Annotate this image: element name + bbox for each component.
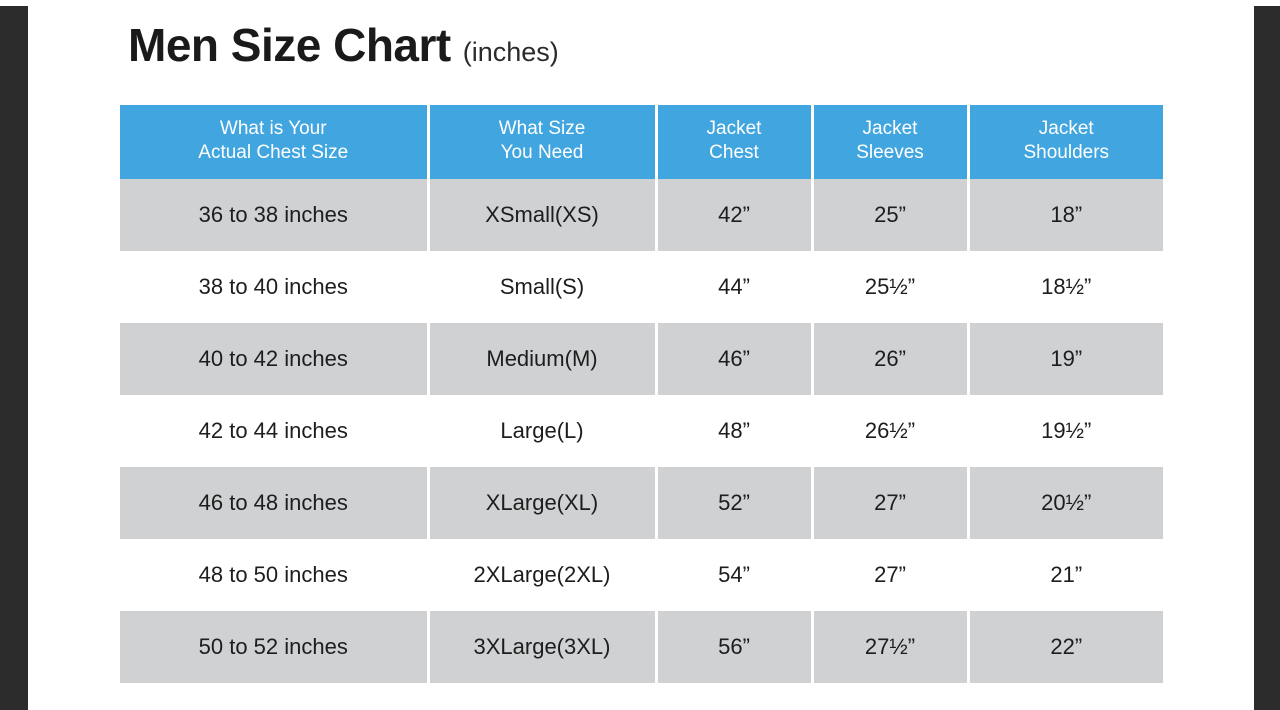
cell-jacket-chest: 44”	[656, 251, 812, 323]
cell-jacket-shoulders: 19”	[968, 323, 1163, 395]
column-header-line1: Jacket	[1038, 118, 1094, 139]
column-header-line2: Actual Chest Size	[198, 141, 349, 163]
table-header	[120, 105, 1163, 179]
column-header-line1: Jacket	[862, 118, 918, 139]
cell-actual-chest: 48 to 50 inches	[120, 539, 428, 611]
cell-jacket-sleeves: 27”	[812, 467, 968, 539]
table-row	[120, 539, 1163, 611]
cell-jacket-chest: 56”	[656, 611, 812, 683]
page-title	[128, 19, 559, 71]
column-header-line2: Chest	[709, 141, 759, 163]
column-header-jacket-chest	[656, 105, 812, 179]
cell-actual-chest: 40 to 42 inches	[120, 323, 428, 395]
cell-jacket-sleeves: 26”	[812, 323, 968, 395]
cell-jacket-chest: 52”	[656, 467, 812, 539]
cell-actual-chest: 38 to 40 inches	[120, 251, 428, 323]
cell-actual-chest: 42 to 44 inches	[120, 395, 428, 467]
cell-actual-chest: 36 to 38 inches	[120, 179, 428, 251]
cell-jacket-sleeves: 26½”	[812, 395, 968, 467]
right-background-band	[1254, 0, 1280, 710]
page-title-main: Men Size Chart	[128, 19, 451, 71]
cell-actual-chest: 50 to 52 inches	[120, 611, 428, 683]
cell-jacket-chest: 48”	[656, 395, 812, 467]
size-chart-table	[120, 105, 1163, 683]
column-header-jacket-sleeves	[812, 105, 968, 179]
cell-jacket-sleeves: 25”	[812, 179, 968, 251]
cell-size-needed: Small(S)	[428, 251, 656, 323]
table-row	[120, 467, 1163, 539]
cell-jacket-sleeves: 27”	[812, 539, 968, 611]
cell-jacket-shoulders: 19½”	[968, 395, 1163, 467]
column-header-jacket-shoulders	[968, 105, 1163, 179]
cell-size-needed: XSmall(XS)	[428, 179, 656, 251]
cell-jacket-shoulders: 18½”	[968, 251, 1163, 323]
slide-canvas	[28, 0, 1254, 710]
column-header-line1: Jacket	[706, 118, 762, 139]
left-background-band	[0, 0, 28, 710]
column-header-line2: You Need	[500, 141, 584, 163]
cell-size-needed: XLarge(XL)	[428, 467, 656, 539]
table-header-row	[120, 105, 1163, 179]
column-header-actual-chest-size	[120, 105, 428, 179]
page-title-units: (inches)	[462, 37, 559, 67]
cell-jacket-sleeves: 25½”	[812, 251, 968, 323]
cell-jacket-chest: 46”	[656, 323, 812, 395]
cell-jacket-chest: 42”	[656, 179, 812, 251]
cell-jacket-shoulders: 22”	[968, 611, 1163, 683]
cell-actual-chest: 46 to 48 inches	[120, 467, 428, 539]
table-row	[120, 179, 1163, 251]
cell-size-needed: 2XLarge(2XL)	[428, 539, 656, 611]
table-row	[120, 395, 1163, 467]
column-header-line1: What is Your	[219, 118, 327, 139]
column-header-size-you-need	[428, 105, 656, 179]
cell-jacket-chest: 54”	[656, 539, 812, 611]
table-row	[120, 323, 1163, 395]
table-row	[120, 251, 1163, 323]
cell-jacket-shoulders: 18”	[968, 179, 1163, 251]
cell-size-needed: Large(L)	[428, 395, 656, 467]
column-header-line1: What Size	[498, 118, 586, 139]
column-header-line2: Sleeves	[856, 141, 924, 163]
cell-size-needed: 3XLarge(3XL)	[428, 611, 656, 683]
column-header-line2: Shoulders	[1023, 141, 1110, 163]
cell-jacket-sleeves: 27½”	[812, 611, 968, 683]
cell-jacket-shoulders: 20½”	[968, 467, 1163, 539]
cell-jacket-shoulders: 21”	[968, 539, 1163, 611]
table-row	[120, 611, 1163, 683]
table-body	[120, 179, 1163, 683]
cell-size-needed: Medium(M)	[428, 323, 656, 395]
